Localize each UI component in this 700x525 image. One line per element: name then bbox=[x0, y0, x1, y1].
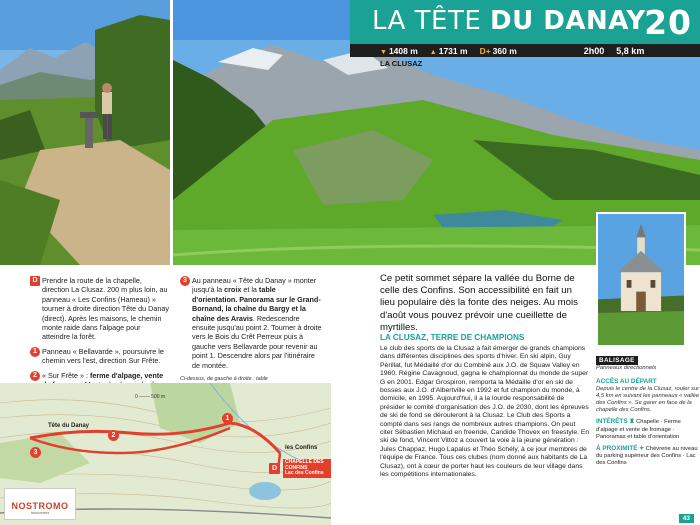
nearby-section bbox=[596, 445, 700, 468]
location-label: LA CLUSAZ bbox=[380, 59, 423, 68]
photo-caption: Ci-dessus, de gauche à droite : table bbox=[180, 376, 268, 383]
publisher-name: NOSTROMO bbox=[11, 501, 69, 511]
elevation-gain-label: D+ bbox=[479, 45, 491, 56]
step-3-bold-a: croix bbox=[224, 285, 242, 295]
stats-bar bbox=[350, 44, 700, 57]
step-3-text-b: et la bbox=[241, 285, 259, 295]
stat-duration: 2h00 bbox=[583, 45, 605, 56]
step-3 bbox=[180, 276, 322, 370]
start-altitude-value: 1408 m bbox=[388, 45, 418, 56]
access-section bbox=[596, 378, 700, 414]
step-2-badge: 2 bbox=[30, 371, 40, 381]
route-map bbox=[0, 383, 331, 525]
map-point-3: 3 bbox=[30, 447, 41, 458]
step-1-badge: 1 bbox=[30, 347, 40, 357]
publisher-tagline: randonnées bbox=[30, 511, 50, 515]
step-3-bold-b: table d'orientation. Panorama sur le Grand-Bornand, la chaîne du Bargy et la chaîne des Aravis bbox=[192, 285, 321, 323]
title-light: LA TÊTE bbox=[372, 6, 491, 36]
elevation-gain-value: 360 m bbox=[492, 45, 517, 56]
story-heading: LA CLUSAZ, TERRE DE CHAMPIONS bbox=[380, 333, 525, 342]
interests-label: INTÉRÊTS bbox=[596, 418, 628, 426]
step-3-text-a: Au panneau « Tête du Danay » monter jusqu'à la bbox=[192, 276, 317, 295]
balisage-text: Panneaux directionnels bbox=[596, 365, 657, 372]
goat-icon: ✦ bbox=[639, 446, 645, 453]
photo-chapelle-des-confins bbox=[596, 212, 686, 347]
story-text: Le club des sports de la Clusaz a fait émerger de grands champions dans différentes disciplines des sports d'hiver. En ski alpin, Guy Périllat, fut Médaillé d'or du Combiné aux J.O. de Squaw Valley en 1960. Régine Cavagnoud, gagna le championnat du monde de super G en 2001. Edgar Grospiron, remporta la Médaille d'or en ski de bosses aux J.O. d'Albertville en 1992 et fut champion du monde, à domicile, en 1995. Aujourd'hui, il a la lourde responsabilité de présider le comité d'organisation des J.O. de 2030, dont les épreuves de ski de fond se dérouleront à la Clusaz. Le Club des Sports a compté dans ses rangs de nombreux autres champions. On peut citer Sébastien Michaud en freeride, Candide Thovex en freestyle. En ski de fond, Vincent Vittoz a couvert la voie à la jeune génération : Jules Chappaz, Hugo Lapalus et Théo Schély, à ce jour membres de l'équipe de France. Tous ces clubes (nom donné aux habitants de La Clusaz), ont à cœur de porter haut les couleurs de leur village dans les compétitions internationales. bbox=[380, 345, 590, 479]
step-2-bold: ferme d'alpage, vente bbox=[89, 370, 164, 380]
map-start-point: D bbox=[269, 463, 280, 474]
title-bar bbox=[350, 0, 700, 44]
map-chapel-title: CHAPELLE DES CONFINS bbox=[285, 459, 324, 471]
stat-start-altitude bbox=[380, 46, 418, 56]
title-bold: DU DANAY bbox=[490, 6, 646, 36]
stat-elevation-gain bbox=[480, 46, 517, 56]
info-sidebar bbox=[596, 356, 700, 468]
step-2-intro: « Sur Frête » : bbox=[42, 370, 90, 380]
step-d-text: Prendre la route de la chapelle, direction La Clusaz. 200 m plus loin, au panneau « Les Confins (Hameau) » tourner à droite direction Tête du Danay (direct). Après les maisons, le chemin monte raide dans l'alpage pour atteindre la forêt. bbox=[42, 276, 169, 342]
chapel-icon: ♜ bbox=[629, 419, 635, 426]
page-number: 43 bbox=[679, 514, 694, 523]
triangle-down-icon: ▼ bbox=[380, 48, 387, 56]
step-3-badge: 3 bbox=[180, 276, 190, 286]
map-chapel-label bbox=[283, 459, 331, 478]
interests-section bbox=[596, 418, 700, 441]
step-3-text-c: . Redescendre ensuite jusqu'au point 2. Tourner à droite vers le Bois du Crêt Perreux puis à gauche vers Bellavarde pour revenir au point 1. Descendre alors par l'itinéraire de montée. bbox=[192, 313, 322, 370]
publisher-logo bbox=[4, 488, 76, 520]
stat-distance: 5,8 km bbox=[616, 45, 645, 56]
route-number: 20 bbox=[644, 3, 692, 42]
nearby-text: Chèvrerie au niveau du parking supérieur des Confins · Lac des Confins bbox=[596, 446, 698, 467]
map-label-summit: Tête du Danay bbox=[48, 423, 90, 429]
stat-max-altitude bbox=[430, 46, 468, 56]
map-scale: 0 ─── 500 m bbox=[135, 394, 166, 400]
balisage-section bbox=[596, 356, 700, 372]
page-title bbox=[372, 6, 646, 36]
max-altitude-value: 1731 m bbox=[438, 45, 468, 56]
access-text: Depuis le centre de la Clusaz, rouler sur 4,5 km en suivant les panneaux « vallée des Confins ». Se garer en face de la chapelle des Confins. bbox=[596, 385, 700, 414]
balisage-label: BALISAGE bbox=[596, 356, 638, 365]
interests-text: Chapelle · Ferme d'alpage et vente de fromage · Panoramas et table d'orientation bbox=[596, 419, 681, 440]
title-block bbox=[350, 0, 700, 68]
step-1 bbox=[30, 347, 170, 366]
step-d bbox=[30, 276, 170, 342]
map-point-2: 2 bbox=[108, 430, 119, 441]
nearby-label: À PROXIMITÉ bbox=[596, 445, 638, 453]
map-label-hamlet: les Confins bbox=[285, 445, 318, 451]
photo-summit-orientation-table bbox=[0, 0, 170, 265]
step-d-badge: D bbox=[30, 276, 40, 286]
step-1-text: Panneau « Bellavarde », poursuivre le chemin vers l'est, direction Sur Frête. bbox=[42, 346, 164, 366]
map-chapel-sub: Lac des Confins bbox=[285, 470, 324, 477]
intro-paragraph: Ce petit sommet sépare la vallée du Borne de celle des Confins. Son accessibilité en fait un lieu populaire dès la fonte des neiges. Au mois d'août vous pouvez prévoir une cueillette de myrtilles. bbox=[380, 273, 578, 333]
triangle-up-icon: ▲ bbox=[429, 48, 437, 56]
map-point-1: 1 bbox=[222, 413, 233, 424]
access-label: ACCÈS AU DÉPART bbox=[596, 378, 657, 386]
